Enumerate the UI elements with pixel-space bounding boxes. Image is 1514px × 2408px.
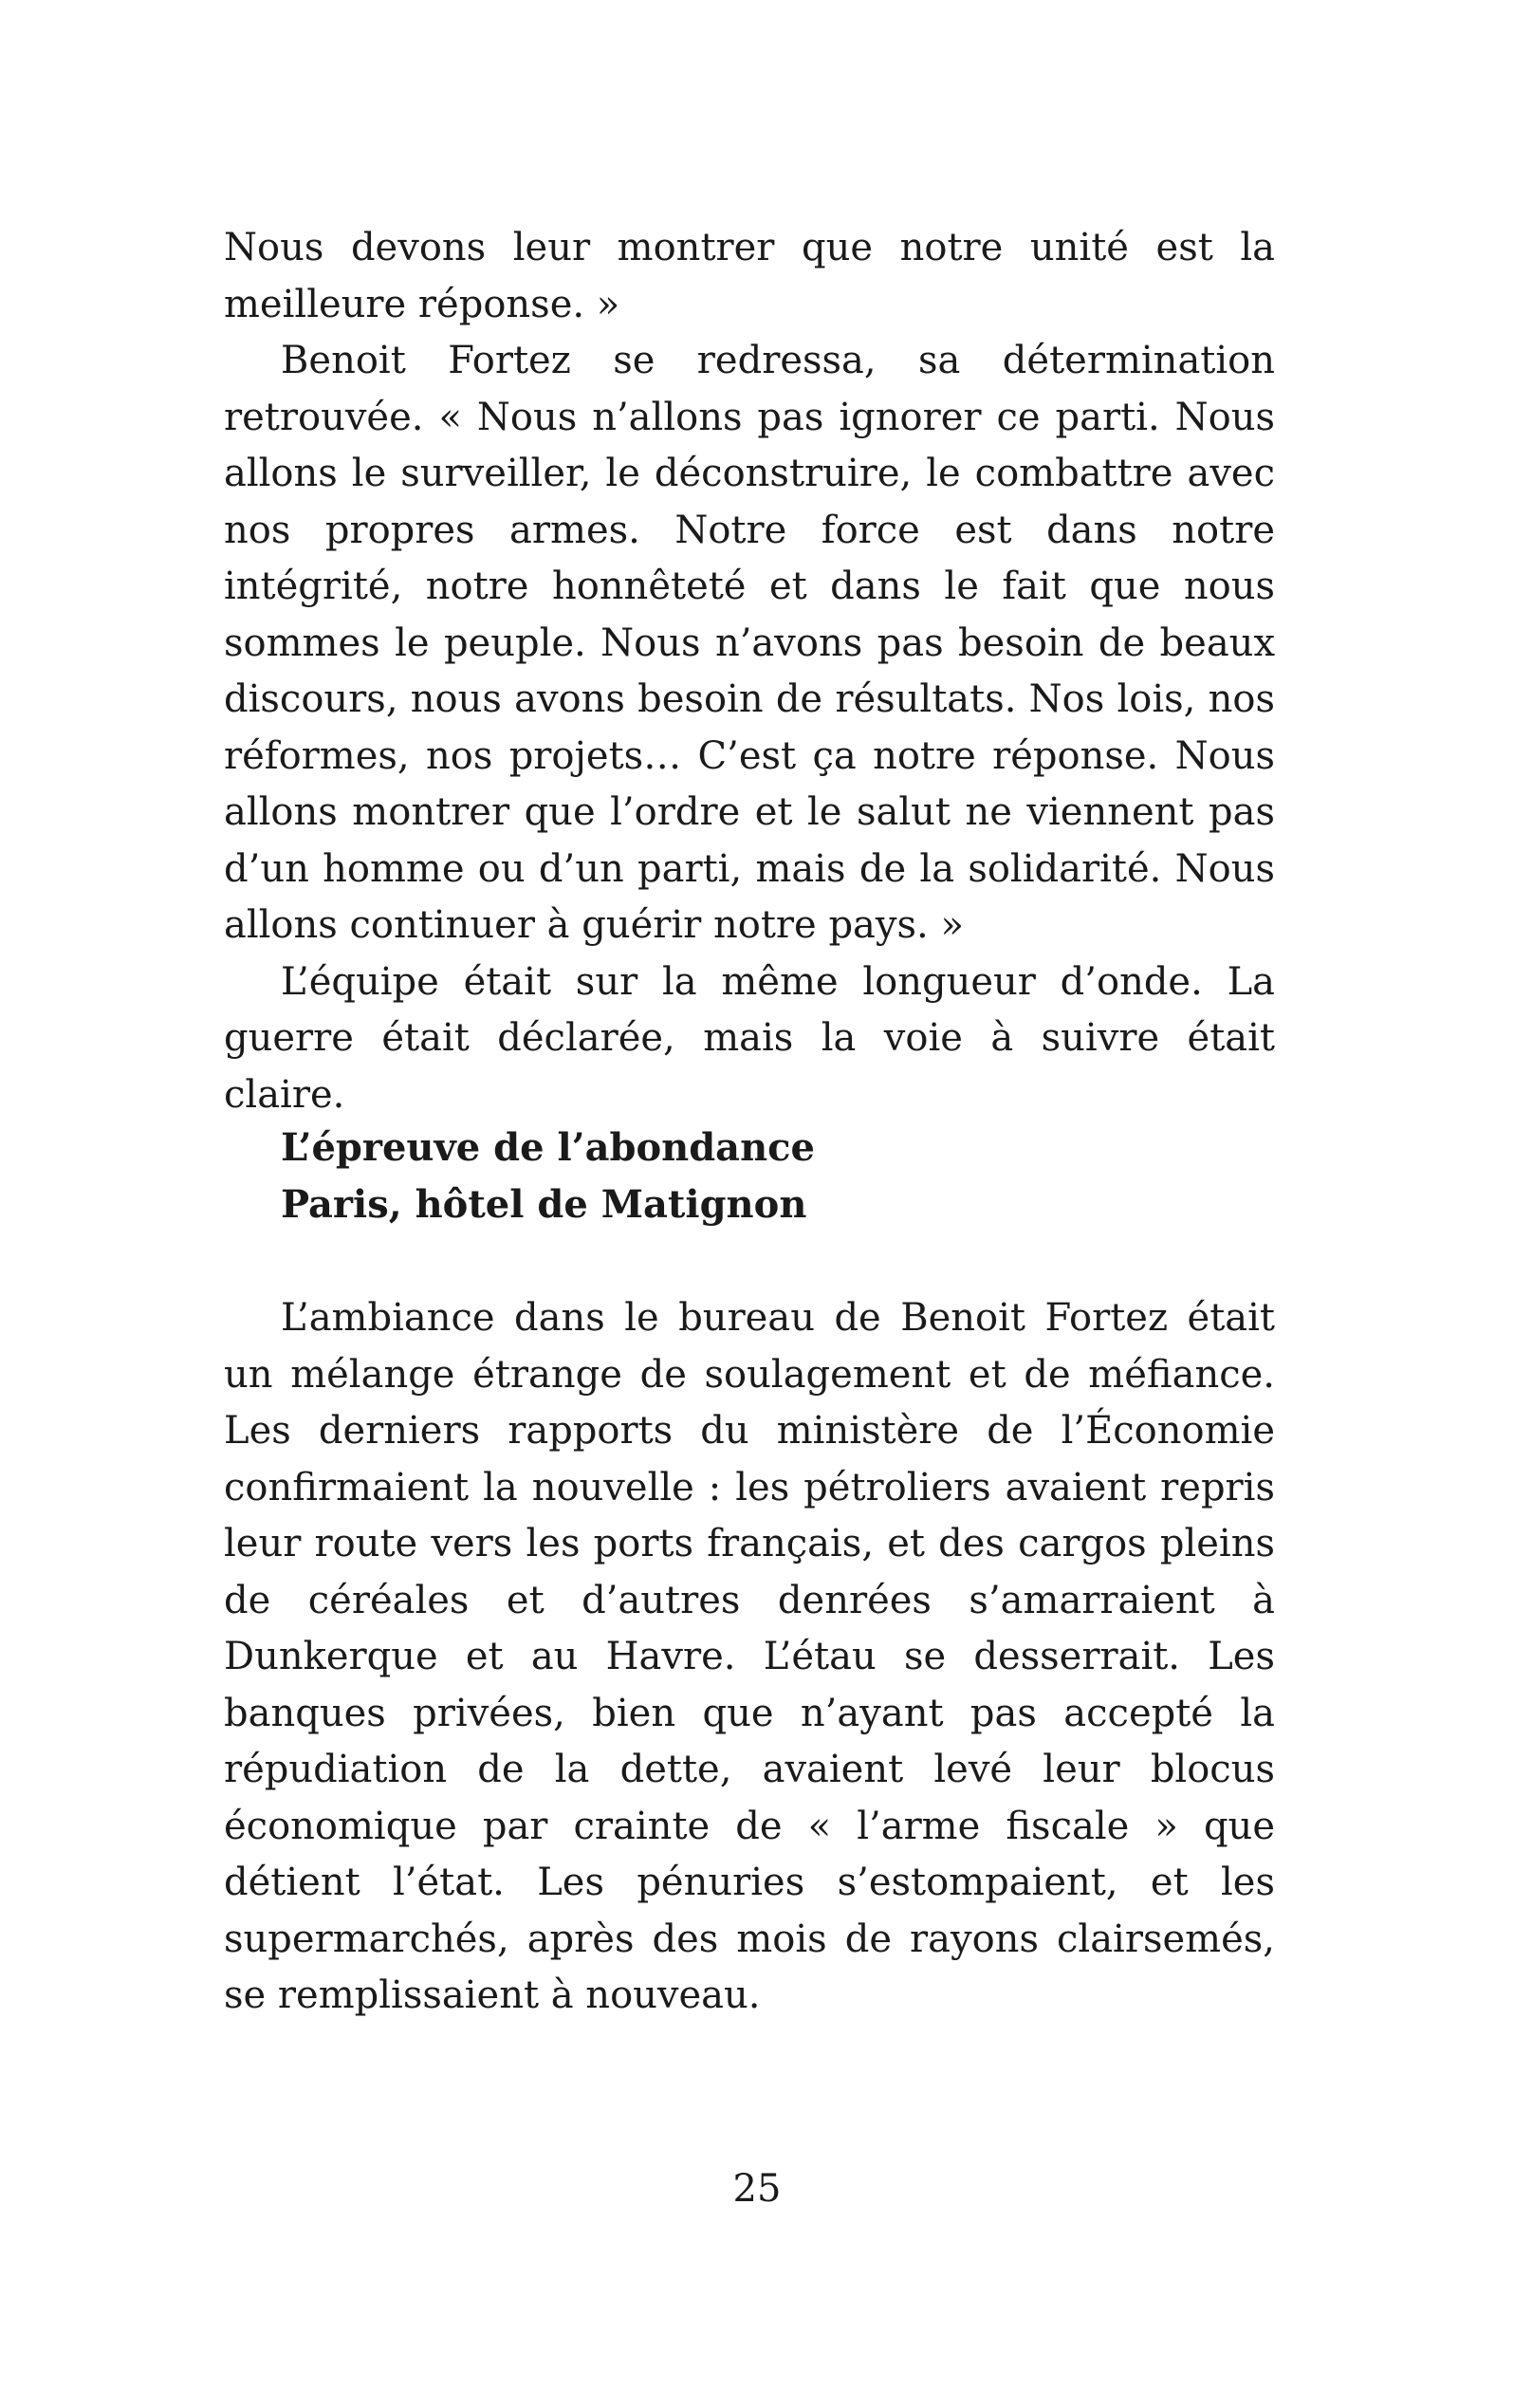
chapter-location: Paris, hôtel de Matignon <box>281 1181 807 1227</box>
paragraph-team-agreement: L’équipe était sur la même longueur d’onde. La guerre était déclarée, mais la voie à suivre était claire. <box>224 959 1275 1117</box>
paragraph-continuation: Nous devons leur montrer que notre unité est la meilleure réponse. » <box>224 226 1275 326</box>
page-number: 25 <box>732 2167 782 2211</box>
chapter-heading <box>281 1120 815 1232</box>
body-text-section-1 <box>224 220 1275 1123</box>
paragraph-ambiance: L’ambiance dans le bureau de Benoit Fortez était un mélange étrange de soulagement et de méfiance. Les derniers rapports du ministère de l’Économie confirmaient la nouvelle : les pétroliers avaient repris leur route vers les ports français, et des cargos pleins de céréales et d’autres denrées s’amarraient à Dunkerque et au Havre. L’étau se desserrait. Les banques privées, bien que n’ayant pas accepté la répudiation de la dette, avaient levé leur blocus économique par crainte de « l’arme fiscale » que détient l’état. Les pénuries s’estompaient, et les supermarchés, après des mois de rayons clairsemés, se remplissaient à nouveau. <box>224 1296 1275 2017</box>
paragraph-fortez-response: Benoit Fortez se redressa, sa détermination retrouvée. « Nous n’allons pas ignorer ce parti. Nous allons le surveiller, le déconstruire, le combattre avec nos propres armes. Notre force est dans notre intégrité, notre honnêteté et dans le fait que nous sommes le peuple. Nous n’avons pas besoin de beaux discours, nous avons besoin de résultats. Nos lois, nos réformes, nos projets… C’est ça notre réponse. Nous allons montrer que l’ordre et le salut ne viennent pas d’un homme ou d’un parti, mais de la solidarité. Nous allons continuer à guérir notre pays. » <box>224 339 1275 947</box>
chapter-title: L’épreuve de l’abondance <box>281 1125 815 1170</box>
body-text-section-2 <box>224 1290 1275 2025</box>
